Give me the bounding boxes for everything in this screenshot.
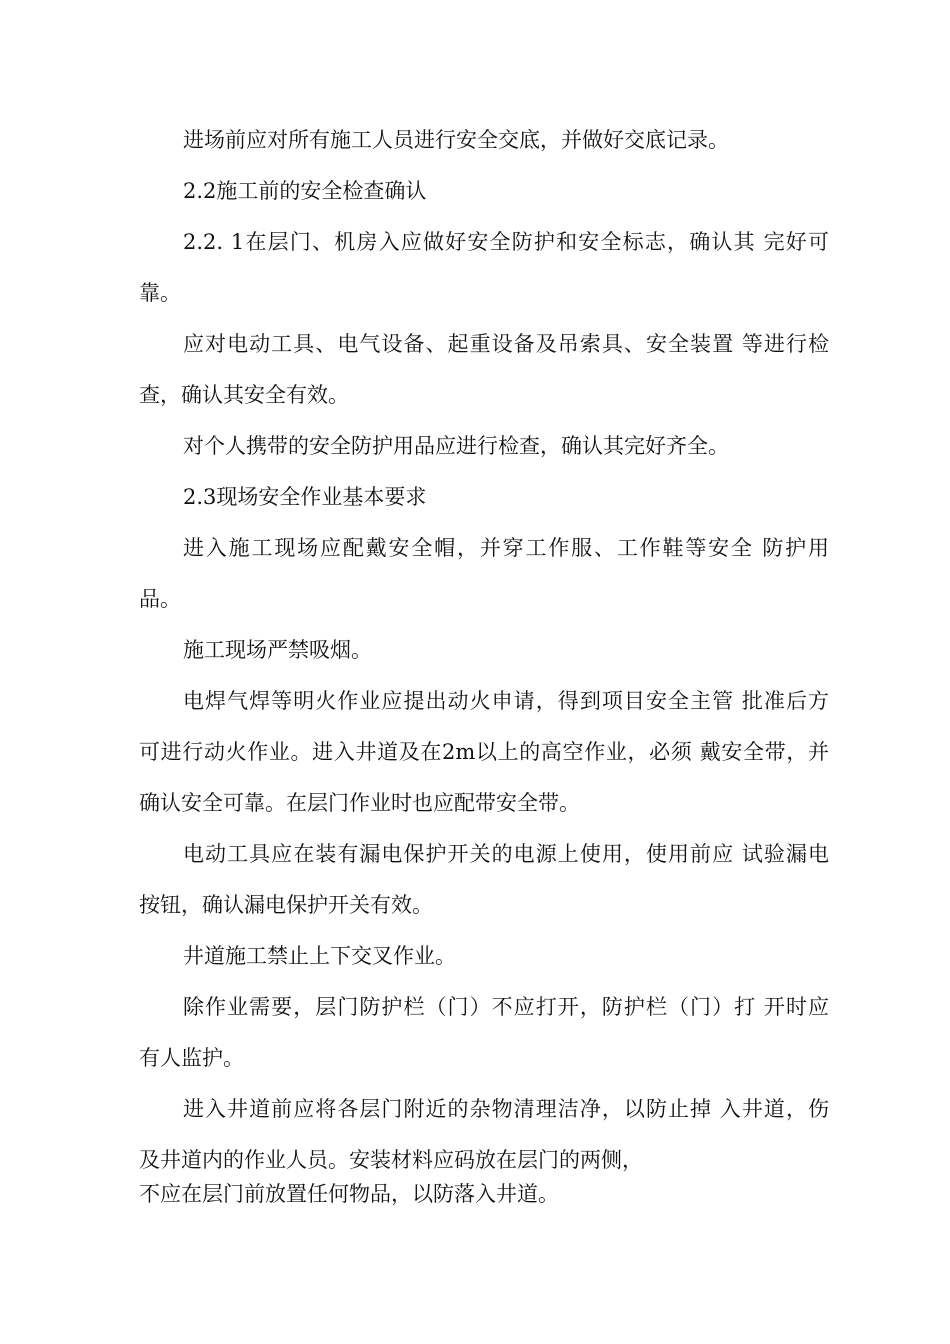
paragraph-line: 进入施工现场应配戴安全帽，并穿工作服、工作鞋等安全 防护用	[183, 536, 829, 560]
paragraph-line: 可进行动火作业。进入井道及在2m以上的高空作业，必须 戴安全带，并	[139, 740, 829, 764]
paragraph-line: 不应在层门前放置任何物品，以防落入井道。	[139, 1182, 559, 1206]
section-heading: 2.2施工前的安全检查确认	[183, 179, 427, 203]
paragraph-line: 电焊气焊等明火作业应提出动火申请，得到项目安全主管 批准后方	[183, 689, 829, 713]
paragraph-line: 施工现场严禁吸烟。	[183, 638, 372, 662]
paragraph-line: 电动工具应在装有漏电保护开关的电源上使用，使用前应 试验漏电	[183, 842, 829, 866]
paragraph-line: 品。	[139, 587, 181, 611]
paragraph-line: 对个人携带的安全防护用品应进行检查，确认其完好齐全。	[183, 434, 729, 458]
paragraph-line: 2.2. 1在层门、机房入应做好安全防护和安全标志，确认其 完好可	[183, 230, 829, 254]
paragraph-line: 应对电动工具、电气设备、起重设备及吊索具、安全装置 等进行检	[183, 332, 829, 356]
paragraph-line: 靠。	[139, 281, 181, 305]
paragraph-line: 井道施工禁止上下交叉作业。	[183, 944, 456, 968]
paragraph-line: 有人监护。	[139, 1046, 244, 1070]
paragraph-line: 进入井道前应将各层门附近的杂物清理洁净，以防止掉 入井道，伤	[183, 1097, 829, 1121]
section-heading: 2.3现场安全作业基本要求	[183, 485, 427, 509]
paragraph-line: 查，确认其安全有效。	[139, 383, 349, 407]
paragraph-line: 确认安全可靠。在层门作业时也应配带安全带。	[139, 791, 580, 815]
paragraph-line: 按钮，确认漏电保护开关有效。	[139, 893, 433, 917]
paragraph-line: 进场前应对所有施工人员进行安全交底，并做好交底记录。	[183, 128, 729, 152]
paragraph-line: 除作业需要，层门防护栏（门）不应打开，防护栏（门）打 开时应	[183, 995, 829, 1019]
paragraph-line: 及井道内的作业人员。安装材料应码放在层门的两侧，	[139, 1148, 643, 1172]
